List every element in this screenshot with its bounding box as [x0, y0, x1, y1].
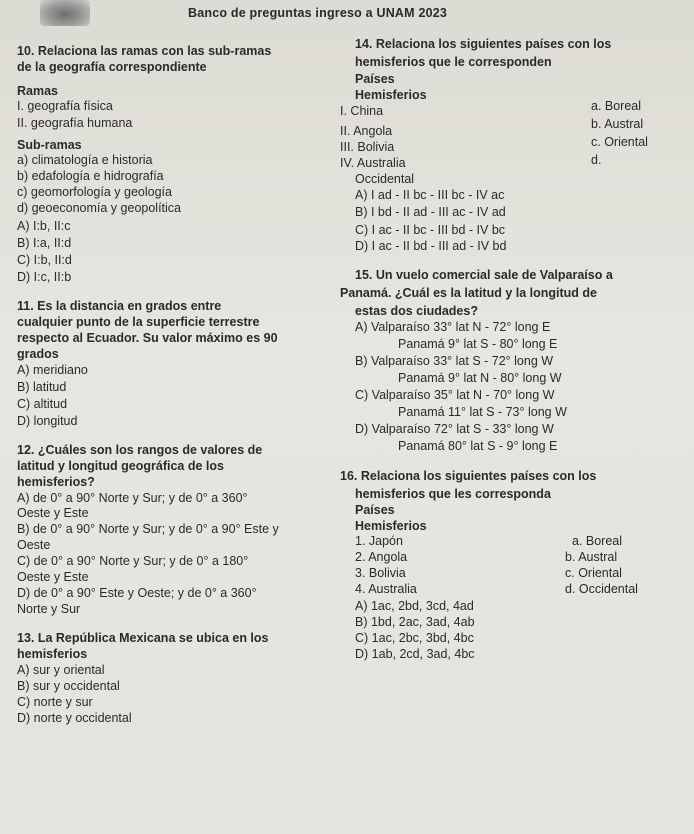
q12-option-c-cont: Oeste y Este — [17, 570, 89, 584]
q15-prompt-line2: Panamá. ¿Cuál es la latitud y la longitud de — [340, 286, 597, 300]
q10-subrama-a: a) climatología e historia — [17, 153, 153, 167]
q14-prompt-line1: 14. Relaciona los siguientes países con los — [355, 37, 612, 51]
q16-pais-4: 4. Australia — [355, 582, 417, 596]
q14-hemisferio-b: b. Austral — [591, 117, 644, 131]
q16-hemisferios-heading: Hemisferios — [355, 519, 427, 533]
q11-prompt-line3: respecto al Ecuador. Su valor máximo es 90 — [17, 331, 278, 345]
q10-prompt-line2: de la geografía correspondiente — [17, 60, 207, 74]
q16-option-b[interactable]: B) 1bd, 2ac, 3ad, 4ab — [355, 615, 475, 629]
document-title: Banco de preguntas ingreso a UNAM 2023 — [188, 6, 448, 20]
q10-ramas-heading: Ramas — [17, 84, 58, 98]
q16-option-d[interactable]: D) 1ab, 2cd, 3ad, 4bc — [355, 647, 475, 661]
q12-option-c[interactable]: C) de 0° a 90° Norte y Sur; y de 0° a 180° — [17, 554, 249, 568]
q13-option-d[interactable]: D) norte y occidental — [17, 711, 132, 725]
q14-pais-2: II. Angola — [340, 124, 393, 138]
q16-paises-heading: Países — [355, 503, 395, 517]
q13-option-c[interactable]: C) norte y sur — [17, 695, 93, 709]
q15-prompt-line1: 15. Un vuelo comercial sale de Valparaíso a — [355, 268, 613, 282]
q12-option-a[interactable]: A) de 0° a 90° Norte y Sur; y de 0° a 360° — [17, 491, 248, 505]
q11-option-c[interactable]: C) altitud — [17, 397, 68, 411]
q10-option-c[interactable]: C) I:b, II:d — [17, 253, 72, 267]
q14-hemisferios-heading: Hemisferios — [355, 88, 427, 102]
q14-option-c[interactable]: C) I ac - II bc - III bd - IV bc — [355, 223, 506, 237]
q14-hemisferio-c: c. Oriental — [591, 135, 648, 149]
q16-hemisferio-b: b. Austral — [565, 550, 618, 564]
q14-occidental-label: Occidental — [355, 172, 415, 186]
q12-option-d[interactable]: D) de 0° a 90° Este y Oeste; y de 0° a 360° — [17, 586, 257, 600]
q16-pais-2: 2. Angola — [355, 550, 408, 564]
q16-prompt-line1: 16. Relaciona los siguientes países con los — [340, 469, 597, 483]
q16-option-a[interactable]: A) 1ac, 2bd, 3cd, 4ad — [355, 599, 474, 613]
q14-paises-heading: Países — [355, 72, 395, 86]
q16-prompt-line2: hemisferios que les corresponda — [355, 487, 551, 501]
q15-option-a-cont: Panamá 9° lat S - 80° long E — [398, 337, 558, 351]
q12-option-d-cont: Norte y Sur — [17, 602, 81, 616]
q11-option-b[interactable]: B) latitud — [17, 380, 67, 394]
q13-option-a[interactable]: A) sur y oriental — [17, 663, 105, 677]
q15-option-b[interactable]: B) Valparaíso 33° lat S - 72° long W — [355, 354, 554, 368]
q15-option-c-cont: Panamá 11° lat S - 73° long W — [398, 405, 567, 419]
q10-subramas-heading: Sub-ramas — [17, 138, 82, 152]
q15-option-a[interactable]: A) Valparaíso 33° lat N - 72° long E — [355, 320, 551, 334]
q14-option-d[interactable]: D) I ac - II bd - III ad - IV bd — [355, 239, 507, 253]
q14-pais-3: III. Bolivia — [340, 140, 395, 154]
q10-subrama-d: d) geoeconomía y geopolítica — [17, 201, 181, 215]
q14-prompt-line2: hemisferios que le corresponden — [355, 55, 552, 69]
q14-pais-1: I. China — [340, 104, 384, 118]
q15-option-c[interactable]: C) Valparaíso 35° lat N - 70° long W — [355, 388, 555, 402]
q10-prompt-line1: 10. Relaciona las ramas con las sub-ramas — [17, 44, 272, 58]
q10-rama-2: II. geografía humana — [17, 116, 133, 130]
q14-pais-4: IV. Australia — [340, 156, 406, 170]
q10-option-d[interactable]: D) I:c, II:b — [17, 270, 72, 284]
q10-subrama-c: c) geomorfología y geología — [17, 185, 172, 199]
q11-prompt-line4: grados — [17, 347, 59, 361]
q14-hemisferio-a: a. Boreal — [591, 99, 642, 113]
q15-option-d-cont: Panamá 80° lat S - 9° long E — [398, 439, 558, 453]
q16-pais-1: 1. Japón — [355, 534, 403, 548]
q14-option-b[interactable]: B) I bd - II ad - III ac - IV ad — [355, 205, 506, 219]
q15-option-b-cont: Panamá 9° lat N - 80° long W — [398, 371, 562, 385]
q10-option-a[interactable]: A) I:b, II:c — [17, 219, 71, 233]
q10-subrama-b: b) edafología e hidrografía — [17, 169, 164, 183]
q16-hemisferio-a: a. Boreal — [572, 534, 623, 548]
q12-prompt-line2: latitud y longitud geográfica de los — [17, 459, 224, 473]
q12-option-b-cont: Oeste — [17, 538, 51, 552]
q15-option-d[interactable]: D) Valparaíso 72° lat S - 33° long W — [355, 422, 554, 436]
q13-prompt-line1: 13. La República Mexicana se ubica en los — [17, 631, 269, 645]
q10-option-b[interactable]: B) I:a, II:d — [17, 236, 72, 250]
q13-prompt-line2: hemisferios — [17, 647, 88, 661]
unam-seal-icon — [40, 0, 90, 26]
q15-prompt-line3: estas dos ciudades? — [355, 304, 478, 318]
q10-rama-1: I. geografía física — [17, 99, 113, 113]
q12-option-b[interactable]: B) de 0° a 90° Norte y Sur; y de 0° a 90° Este y — [17, 522, 279, 536]
q16-hemisferio-c: c. Oriental — [565, 566, 622, 580]
q11-prompt-line1: 11. Es la distancia en grados entre — [17, 299, 222, 313]
q11-option-a[interactable]: A) meridiano — [17, 363, 88, 377]
q12-prompt-line1: 12. ¿Cuáles son los rangos de valores de — [17, 443, 263, 457]
q13-option-b[interactable]: B) sur y occidental — [17, 679, 120, 693]
q12-option-a-cont: Oeste y Este — [17, 506, 89, 520]
q14-hemisferio-d: d. — [591, 153, 602, 167]
q16-pais-3: 3. Bolivia — [355, 566, 406, 580]
q16-option-c[interactable]: C) 1ac, 2bc, 3bd, 4bc — [355, 631, 474, 645]
q11-option-d[interactable]: D) longitud — [17, 414, 78, 428]
q12-prompt-line3: hemisferios? — [17, 475, 95, 489]
q16-hemisferio-d: d. Occidental — [565, 582, 638, 596]
q14-option-a[interactable]: A) I ad - II bc - III bc - IV ac — [355, 188, 505, 202]
q11-prompt-line2: cualquier punto de la superficie terrestre — [17, 315, 260, 329]
